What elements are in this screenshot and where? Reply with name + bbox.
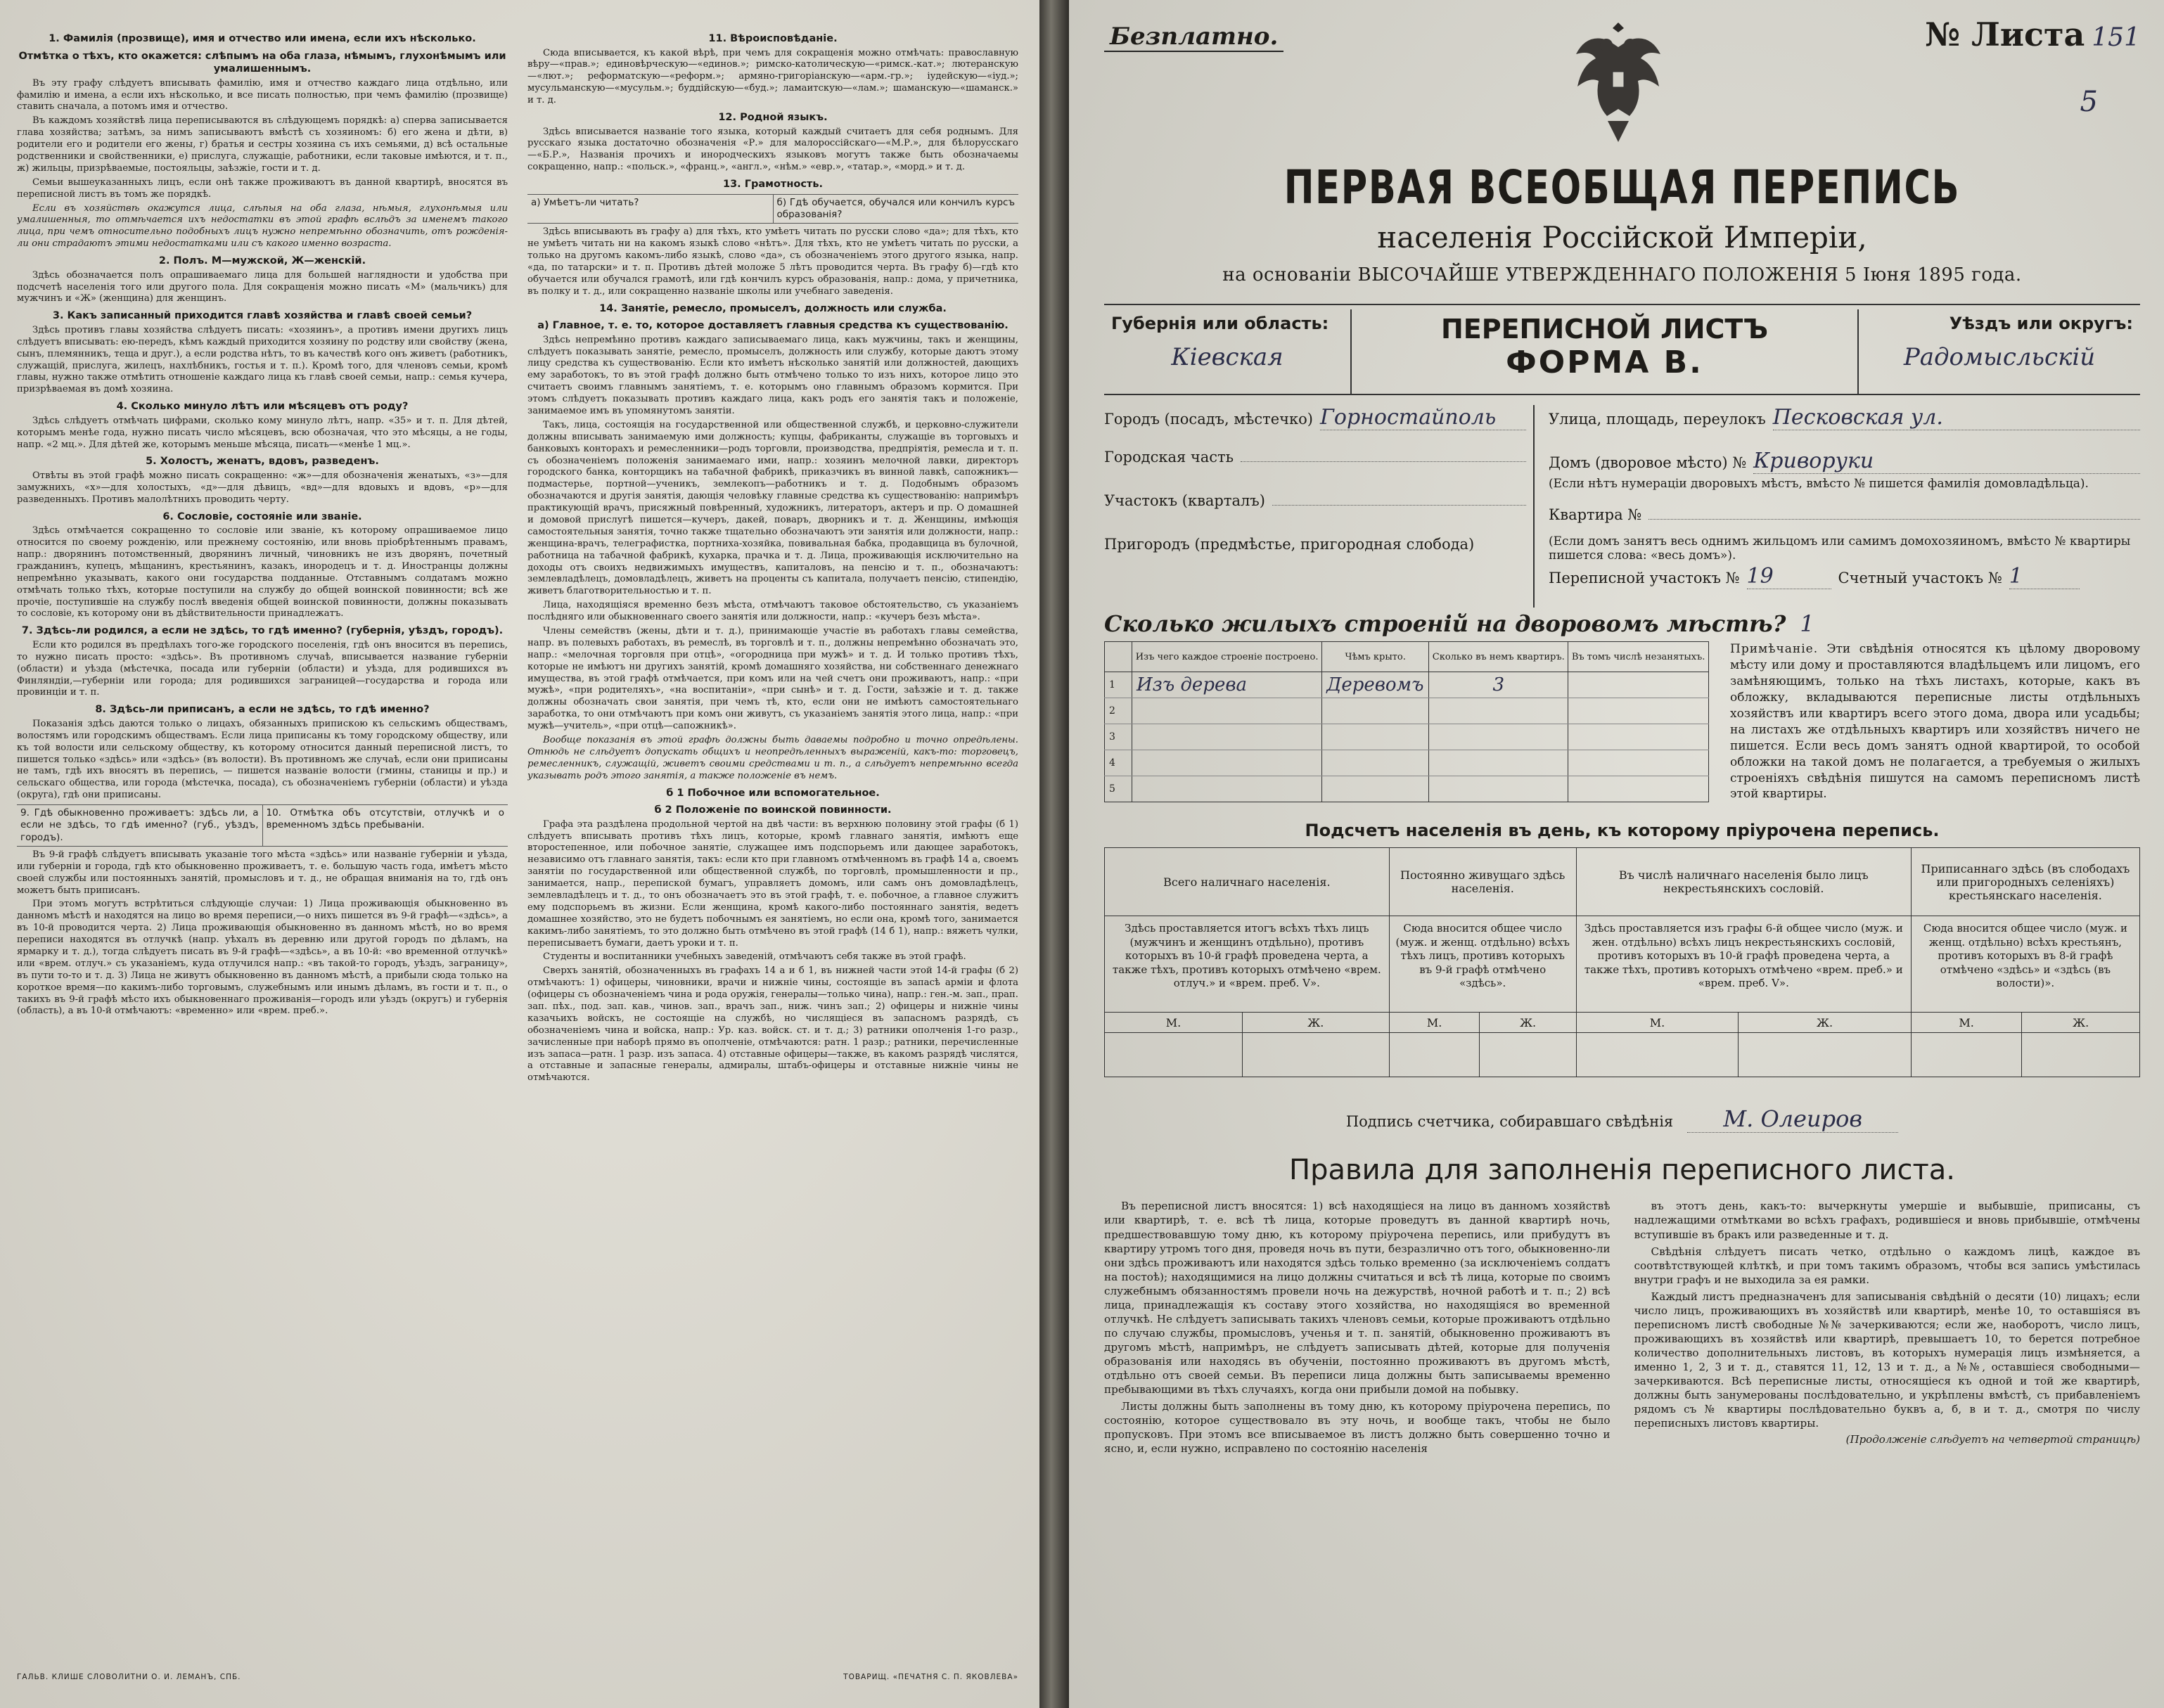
province-label: Губернія или область: (1111, 314, 1329, 333)
count-cell[interactable] (1911, 1033, 2021, 1077)
column-header: Постоянно живущаго здѣсь населенія. (1389, 848, 1576, 916)
empty-cell[interactable] (1568, 724, 1709, 750)
table-row (1105, 750, 1709, 776)
paragraph: Такъ, лица, состоящія на государственной или общественной службѣ, и церковно-служители должны вписывать занимаемую ими должность; купцы, фабриканты, служащіе въ торговыхъ и банковыхъ конторахъ и ремесленники—родъ торговли, производства, предпріятія, ремесла и т. п. съ обозначеніемъ положенія занимаемаго ими, напр.: хозяинъ мелочной лавки, директоръ городского банка, конторщикъ на табачной фабрикѣ, приказчикъ въ винной лавкѣ, сапожникъ—подмастерье, портной—ученикъ, землекопъ—работникъ и т. д. Подобнымъ образомъ обозначаются и другія занятія, дающія человѣку главные средства къ существованію: напримѣръ практикующій врачъ, присяжный повѣренный, художникъ, литераторъ, актеръ и пр. О домашней и домовой прислугѣ пишется—кучеръ, дакей, поваръ, дворникъ и т. д. Женщины, имѣющія самостоятельныя занятія, точно также тщательно обозначаютъ эти занятія или должности, напр.: женщина-врачъ, телеграфистка, портниха-хозяйка, повивальная бабка, продавщица въ булочной, работница на табачной фабрикѣ, кухарка, прачка и т. д. Лица, проживающія исключительно на доходы отъ своихъ недвижимыхъ имуществъ, капиталовъ, на пенсію и т. п., обозначаютъ: землевладѣлецъ, домовладѣлецъ, живетъ на проценты съ капитала, получаетъ пенсію, стипендію, живетъ благотворительностью и т. п. (527, 419, 1018, 597)
population-count-title: Подсчетъ населенія въ день, къ которому пріурочена перепись. (1305, 821, 1940, 841)
count-cell[interactable] (1105, 1033, 1243, 1077)
table-row (1105, 916, 2140, 1013)
street-value[interactable]: Песковская ул. (1773, 405, 2140, 430)
paragraph: Здѣсь противъ главы хозяйства слѣдуетъ писать: «хозяинъ», а противъ имени другихъ лицъ слѣдуетъ вписывать: ею-передъ, кѣмъ каждый приходится хозяину по родству или свойству (жена, сынъ, племянникъ, теща и друг.), а если родства нѣтъ, то въ качествѣ кого онъ живетъ (работникъ, служащій, прислуга, жилецъ, нахлѣбникъ, гостья и т. п.). Кромѣ того, для членовъ семьи, кромѣ главы, нужно также отмѣтить отношеніе каждаго лица къ главѣ своей семьи, напр.: семья кучера, призрѣваемая въ домѣ хозяина. (17, 324, 508, 395)
row-number: 3 (1105, 724, 1132, 750)
paragraph: Семьи вышеуказанныхъ лицъ, если онѣ также проживаютъ въ данной квартирѣ, вносятся въ переписной листъ въ томъ же порядкѣ. (17, 176, 508, 200)
section-heading: 8. Здѣсь-ли приписанъ, а если не здѣсь, то гдѣ именно? (95, 704, 430, 716)
section-heading: 4. Сколько минуло лѣтъ или мѣсяцевъ отъ роду? (116, 401, 409, 413)
paragraph: Отвѣты въ этой графѣ можно писать сокращенно: «ж»—для обозначенія женатыхъ, «з»—для замужнихъ, «х»—для холостыхъ, «д»—для дѣвицъ, «вд»—для вдовыхъ и вдовъ, «р»—для разведенныхъ. Противъ малолѣтнихъ проводить черту. (17, 470, 508, 505)
column-description: Сюда вносится общее число (муж. и женщ. отдѣльно) всѣхъ крестьянъ, противъ которыхъ въ 8-й графѣ отмѣчено «здѣсь» и «здѣсь (въ волости)». (1911, 916, 2139, 1013)
section-heading: 6. Сословіе, состояніе или званіе. (162, 511, 362, 522)
column-header: Изъ чего каждое строеніе построено. (1132, 642, 1322, 672)
table-header-row (1105, 848, 2140, 916)
section-heading: а) Главное, т. е. то, которое доставляетъ главныя средства къ существованію. (537, 320, 1009, 332)
section-heading: б 2 Положеніе по воинской повинности. (654, 804, 892, 816)
section-heading: 12. Родной языкъ. (718, 112, 828, 123)
paragraph: Здѣсь обозначается полъ опрашиваемаго лица для большей наглядности и удобства при подсчетѣ населенія того или другого пола. Для сокращенія можно писать «М» (мальчикъ) для мужчинъ и «Ж» (женщина) для женщинъ. (17, 269, 508, 304)
census-form-page (1069, 0, 2164, 1708)
buildings-label: Сколько жилыхъ строеній на дворовомъ мѣстѣ? (1104, 610, 1786, 637)
district-value[interactable]: Радомысльскій (1903, 343, 2096, 371)
material-cell[interactable] (1132, 724, 1322, 750)
paragraph: Если въ хозяйствѣ окажутся лица, слѣпыя на оба глаза, нѣмыя, глухонѣмыя или умалишенныя, то отмѣчается ихъ недостатки въ этой графѣ вслѣдъ за именемъ такого лица, при чемъ относительно подобныхъ лицъ нужно непремѣнно обозначить, отъ рожденія-ли они страдаютъ этими недостатками или съ какого именно возраста. (17, 203, 508, 250)
roof-cell[interactable] (1322, 724, 1429, 750)
rules-column-1 (1104, 1199, 1611, 1458)
plot-value[interactable] (1272, 505, 1526, 506)
section-heading: 14. Занятіе, ремесло, промыселъ, должность или служба. (599, 302, 947, 314)
column-header: Чѣмъ крыто. (1322, 642, 1429, 672)
roof-cell[interactable] (1322, 776, 1429, 802)
roof-cell[interactable] (1322, 698, 1429, 724)
note-label: Примѣчаніе. (1730, 642, 1819, 656)
table-row (1105, 724, 1709, 750)
paragraph: Вообще показанія въ этой графѣ должны быть даваемы подробно и точно опредѣлены. Отнюдь не слѣдуетъ допускать общихъ и неопредѣленныхъ выраженій, какъ-то: торговецъ, ремесленникъ, служащій, живетъ своими средствами и т. п., а слѣдуетъ непремѣнно всегда указывать родъ этого занятія, а также положеніе въ немъ. (527, 735, 1018, 781)
apartment-note: (Если домъ занятъ весь однимъ жильцомъ или самимъ домохозяиномъ, вмѣсто № квартиры пишется слова: «весь домъ»). (1549, 534, 2131, 563)
section-heading: 1. Фамилія (прозвище), имя и отчество или имена, если ихъ нѣсколько. (49, 33, 476, 44)
paragraph: Здѣсь отмѣчается сокращенно то сословіе или званіе, къ которому опрашиваемое лицо относится по своему рожденію, или прежнему состоянію, или вновь пріобрѣтеннымъ правамъ, напр.: дворянинъ потомственный, дворянинъ личный, чиновникъ не изъ дворянъ, почетный гражданинъ, купецъ, мѣщанинъ, крестьянинъ, казакъ, инородецъ и т. д. Иностранцы должны непремѣнно указывать, какого они государства подданные. Отставнымъ солдатамъ можно отмѣчать только тѣхъ, которые поступили на службу до общей воинской повинности; всѣ же прочіе, поступившіе на службу послѣ введенія общей воинской повинности, должны показывать то сословіе, къ которому они въ дѣйствительности принадлежатъ. (17, 525, 508, 619)
count-cell[interactable] (2022, 1033, 2140, 1077)
material-cell[interactable] (1132, 776, 1322, 802)
empty-cell[interactable] (1568, 750, 1709, 776)
apartment-value[interactable] (1648, 519, 2140, 520)
signature-label: Подпись счетчика, собиравшаго свѣдѣнія (1345, 1113, 1674, 1131)
address-block (1104, 405, 2140, 608)
buildings-note (1730, 641, 2140, 802)
section-heading: 7. Здѣсь-ли родился, а если не здѣсь, то гдѣ именно? (губернія, уѣздъ, городъ). (21, 625, 504, 637)
question-a: а) Умѣетъ-ли читать? (531, 196, 639, 208)
house-value[interactable]: Криворуки (1753, 449, 2140, 474)
page-title: ПЕРВАЯ ВСЕОБЩАЯ ПЕРЕПИСЬ (1283, 160, 1961, 214)
form-name: ПЕРЕПИСНОЙ ЛИСТЪ (1440, 314, 1769, 345)
roof-cell[interactable]: Деревомъ (1322, 672, 1429, 698)
city-part-line (1104, 449, 1526, 492)
suburb-line (1104, 536, 1526, 579)
column-header: Въ числѣ наличнаго населенія было лицъ некрестьянскихъ сословій. (1576, 848, 1911, 916)
paragraph: въ этотъ день, какъ-то: вычеркнуты умершіе и выбывшіе, приписаны, съ надлежащими отмѣтками во всѣхъ графахъ, родившіеся и вновь прибывшіе, отмѣчены вступившіе въ бракъ или разведенные и т. д. (1634, 1200, 2140, 1241)
rules-text (1104, 1199, 2140, 1458)
paragraph: Здѣсь слѣдуетъ отмѣчать цифрами, сколько кому минуло лѣтъ, напр. «35» и т. п. Для дѣтей, которымъ менѣе года, нужно писать число мѣсяцевъ, всю обозначая, что это мѣсяцы, а не годы, напр. «2 мц.». Для дѣтей же, которымъ меньше мѣсяца, писать—«менѣе 1 мц.». (17, 415, 508, 450)
district-numbers-line (1549, 564, 2140, 608)
suburb-label: Пригородъ (предмѣстье, пригородная слобода) (1104, 536, 1475, 553)
column-description: Здѣсь проставляется итогъ всѣхъ тѣхъ лицъ (мужчинъ и женщинъ отдѣльно), противъ которыхъ въ 10-й графѣ проведена черта, а также тѣхъ, противъ которыхъ отмѣчено «врем. отлуч.» и «врем. преб. V». (1105, 916, 1390, 1013)
question-b: б) Гдѣ обучается, обучался или кончилъ курсъ образованія? (773, 195, 1019, 224)
column-description: Здѣсь проставляется изъ графы 6-й общее число (муж. и жен. отдѣльно) всѣхъ лицъ некрестьянскихъ сословій, противъ которыхъ въ 10-й графѣ проведена черта, а также тѣхъ, противъ которыхъ отмѣчено «врем. преб.» и «врем. преб. V». (1576, 916, 1911, 1013)
section-heading: 3. Какъ записанный приходится главѣ хозяйства и главѣ своей семьи? (52, 310, 473, 322)
sheet-number-value: 151 (2092, 23, 2140, 52)
town-label: Городъ (посадъ, мѣстечко) (1104, 411, 1314, 428)
table-row (1105, 672, 1709, 698)
row-number: 5 (1105, 776, 1132, 802)
apartments-cell[interactable] (1429, 698, 1568, 724)
paragraph: Члены семействъ (жены, дѣти и т. д.), принимающіе участіе въ работахъ главы семейства, напр. въ полевыхъ работахъ, въ ремеслѣ, въ торговлѣ и т. п., должны непремѣнно обозначать это, напр.: «мелочная торговля при отцѣ», «огородница при мужѣ» и т. д. И только противъ тѣхъ, которые не имѣютъ ни другихъ занятій, кромѣ домашняго хозяйства, ни собственнаго денежнаго имущества, въ этой графѣ отмѣчается, при комъ или на чей счетъ они проживаютъ, напр.: «при мужѣ», «при родителяхъ», «на воспитаніи», «при сынѣ» и т. д. Гости, заѣзжіе и т. д. также должны обозначать свои занятія, при чемъ тѣ, кто, если они не имѣютъ самостоятельнаго заработка, то они отмѣчаютъ при комъ они живутъ, съ указаніемъ занятія этого лица, напр.: «при мужѣ—учитель», «при отцѣ—сапожникѣ». (527, 626, 1018, 732)
apartment-label: Квартира № (1549, 506, 1642, 523)
female-label: Ж. (1242, 1013, 1389, 1033)
table-row (1105, 1033, 2140, 1077)
district-cell (1859, 309, 2140, 394)
plot-line (1104, 492, 1526, 536)
imprint-left: ГАЛЬВ. КЛИШЕ СЛОВОЛИТНИ О. И. ЛЕМАНЪ, СПБ. (17, 1673, 241, 1681)
apartments-cell[interactable] (1429, 750, 1568, 776)
table-header-row (1105, 642, 1709, 672)
note-text: Эти свѣдѣнія относятся къ цѣлому дворовому мѣсту или дому и проставляются владѣльцемъ или лицомъ, его замѣняющимъ, только на тѣхъ листахъ, которые, какъ въ обложку, вкладываются переписные листы отдѣльныхъ хозяйствъ или квартиръ всего этого дома, двора или усадьбы; на листахъ же отдѣльныхъ квартиръ или хозяйствъ ничего не пишется. Если весь домъ занятъ одной квартирой, то особой обложки на такой домъ не полагается, а требуемыя о жилыхъ строеніяхъ свѣдѣнія пишутся на самомъ переписномъ листѣ этой квартиры. (1730, 642, 2141, 802)
paragraph: Въ переписной листъ вносятся: 1) всѣ находящіеся на лицо въ данномъ хозяйствѣ или квартирѣ, т. е. всѣ тѣ лица, которые проведутъ въ данной квартирѣ ночь, предшествовавшую тому дню, къ которому пріурочена перепись, или прибудутъ въ квартиру утромъ того дня, проведя ночь въ пути, безразлично отъ того, обыкновенно-ли они здѣсь проживаютъ или находятся здѣсь только временно (за исключеніемъ солдатъ на постоѣ); находящимися на лицо должны считаться и всѣ тѣ лица, которые по своимъ служебнымъ обязанностямъ провели ночь на дежурствѣ, ночной работѣ и т. п.; 2) всѣ лица, принадлежащія къ составу этого хозяйства, но находящіяся во временной отлучкѣ. Не слѣдуетъ записывать такихъ членовъ семьи, которые проживаютъ отдѣльно по случаю службы, промысловъ, ученья и т. п. занятій, обыкновенно проживаютъ въ другомъ мѣстѣ, напримѣръ, не слѣдуетъ записывать дѣтей, которые для полученія образованія или находясь въ обученіи, постоянно проживаютъ въ другомъ мѣстѣ, отдѣльно отъ своей семьи. Въ переписи лица должны быть записываемы временно пребывающими въ тѣхъ случаяхъ, когда они прибыли домой на побывку. (1104, 1200, 1611, 1396)
table-row (1105, 1013, 2140, 1033)
rules-title: Правила для заполненія переписного листа. (1289, 1154, 1955, 1187)
paragraph: Свѣдѣнія слѣдуетъ писать четко, отдѣльно о каждомъ лицѣ, каждое въ соотвѣтствующей клѣткѣ, и при томъ такимъ образомъ, чтобы вся запись умѣстилась внутри графъ и не выходила за ея рамки. (1634, 1245, 2140, 1286)
legal-basis: на основаніи ВЫСОЧАЙШЕ УТВЕРЖДЕННАГО ПОЛОЖЕНІЯ 5 Іюня 1895 года. (1222, 264, 2022, 285)
street-line (1549, 405, 2140, 449)
district-label: Уѣздъ или округъ: (1949, 314, 2133, 333)
female-label: Ж. (2022, 1013, 2140, 1033)
city-part-value[interactable] (1241, 461, 1526, 462)
count-cell[interactable] (1480, 1033, 1576, 1077)
signature-line (1104, 1105, 2140, 1133)
section-heading: б 1 Побочное или вспомогательное. (666, 787, 880, 799)
empty-cell[interactable] (1568, 672, 1709, 698)
buildings-section (1104, 641, 2140, 802)
count-cell[interactable] (1242, 1033, 1389, 1077)
apartments-cell[interactable]: 3 (1429, 672, 1568, 698)
female-label: Ж. (1739, 1013, 1912, 1033)
paragraph: Студенты и воспитанники учебныхъ заведеній, отмѣчаютъ себя также въ этой графѣ. (543, 951, 966, 963)
female-label: Ж. (1480, 1013, 1576, 1033)
instructions-column-1 (17, 28, 508, 1645)
table-row (1105, 776, 1709, 802)
count-cell[interactable] (1739, 1033, 1912, 1077)
buildings-question (1104, 610, 2140, 637)
paragraph: Здѣсь вписывають въ графу а) для тѣхъ, кто умѣетъ читать по русски слово «да»; для тѣхъ, кто не умѣетъ читать ни на какомъ языкѣ слово «нѣтъ». Для тѣхъ, кто не умѣетъ читать по русски, а только на другомъ какомъ-либо языкѣ, слово «да», съ обозначеніемъ этого другого языка, напр. «да, по татарски» и т. п. Противъ дѣтей моложе 5 лѣтъ проводится черта. Въ графу б)—гдѣ кто обучается или обучался грамотѣ, или гдѣ кончилъ курсъ образованія, напр.: дома, у причетника, въ полку и т. д., или сокращенно названіе школы или учебнаго заведенія. (527, 226, 1018, 297)
paragraph: Здѣсь непремѣнно противъ каждаго записываемаго лица, какъ мужчины, такъ и женщины, слѣдуетъ показывать занятіе, ремесло, промыселъ, должность или службу, которые даютъ этому лицу средства къ существованію. Если кто имѣетъ нѣсколько занятій или должностей, дающихъ ему заработокъ, то въ этой графѣ должно быть отмѣчено только то изъ нихъ, которое лицо это считаетъ своимъ главнымъ занятіемъ, т. е. которымъ оно главнымъ образомъ кормится. При этомъ слѣдуетъ показывать противъ каждаго лица, какъ родъ его занятія такъ и положеніе, занимаемое имъ въ упомянутомъ занятіи. (527, 334, 1018, 416)
count-cell[interactable] (1389, 1033, 1480, 1077)
form-header-box (1104, 309, 2140, 395)
column-header: Приписаннаго здѣсь (въ слободахъ или пригородныхъ селеніяхъ) крестьянскаго населенія. (1911, 848, 2139, 916)
column-header (1105, 642, 1132, 672)
section-heading: Отмѣтка о тѣхъ, кто окажется: слѣпымъ на оба глаза, нѣмымъ, глухонѣмымъ или умалишеннымъ. (18, 50, 506, 75)
table-row (1105, 698, 1709, 724)
paragraph: Въ 9-й графѣ слѣдуетъ вписывать указаніе того мѣста «здѣсь» или названіе губерніи и уѣзда, или губерніи и города, гдѣ кто обыкновенно проживаетъ, т. е. большую часть года, имѣетъ мѣсто своей службы или постоянныхъ занятій, промысловъ и т. д., не обращая вниманія на то, гдѣ онъ можетъ быть приписанъ. (17, 849, 508, 896)
buildings-table (1104, 641, 1709, 802)
city-part-label: Городская часть (1104, 449, 1234, 465)
town-value[interactable]: Горностайполь (1320, 405, 1526, 430)
street-label: Улица, площадь, переулокъ (1549, 411, 1766, 428)
apartments-cell[interactable] (1429, 724, 1568, 750)
column-description: Сюда вносится общее число (муж. и женщ. отдѣльно) всѣхъ тѣхъ лицъ, противъ которыхъ въ 9-й графѣ отмѣчено «здѣсь». (1389, 916, 1576, 1013)
paragraph: Показанія здѣсь даются только о лицахъ, обязанныхъ припискою къ сельскимъ обществамъ, волостямъ или городскимъ обществамъ. Если лица приписаны къ тому городскому обществу, или къ той волости или сельскому обществу, къ которому относится данный переписной листъ, то пишется только «здѣсь» или «здѣсь» (въ волости). Въ противномъ же случаѣ, если они приписаны не тамъ, гдѣ ихъ вносятъ въ перепись, — пишется названіе волости (гмины, станицы и пр.) и сельскаго общества, или города (мѣстечка, посада), съ обозначеніемъ губерніи (области) и уѣзда (округа), гдѣ они приписаны. (17, 718, 508, 801)
material-cell[interactable]: Изъ дерева (1132, 672, 1322, 698)
paragraph: Въ каждомъ хозяйствѣ лица переписываются въ слѣдующемъ порядкѣ: а) сперва записывается глава хозяйства; затѣмъ, за нимъ записываютъ вмѣстѣ съ хозяиномъ: б) его жена и дѣти, в) родители его и родители его жены, г) братья и сестры хозяина съ ихъ семьями, д) всѣ остальные родственники и свойственники, е) прислуга, служащіе, работники, если таковые имѣются, и т. п., ж) жильцы, призрѣваемые, постояльцы, заѣзжіе, гости и т. д. (17, 115, 508, 174)
plot-label: Участокъ (кварталъ) (1104, 492, 1265, 509)
section-heading: 10. Отмѣтка объ отсутствіи, отлучкѣ и о временномъ здѣсь пребываніи. (262, 805, 508, 846)
split-heading (527, 194, 1018, 224)
apartments-cell[interactable] (1429, 776, 1568, 802)
paragraph: Если кто родился въ предѣлахъ того-же городского поселенія, гдѣ онъ вносится въ перепись, то нужно писать просто: «здѣсь». Въ противномъ случаѣ, вписывается название губерніи (области) и уѣзда (мѣстечка, посада или губерніи (области) и уѣзда, для родившихся въ Финляндіи,—губерніи или города; для родившихся заграницей—государства и города или провинціи и т. п. (17, 639, 508, 698)
instructions-column-2 (527, 28, 1018, 1645)
column-header: Всего наличнаго населенія. (1105, 848, 1390, 916)
form-letter: ФОРМА В. (1506, 345, 1703, 380)
paragraph: Листы должны быть заполнены въ тому дню, къ которому пріурочена перепись, по состоянію, которое существовало въ эту ночь, и вообще такъ, чтобы не было пропусковъ. При этомъ все вписываемое въ листъ должно быть совершенно точно и ясно, и, если нужно, исправлено по состоянію населенія (1104, 1400, 1611, 1456)
paragraph: Каждый листъ предназначенъ для записыванія свѣдѣній о десяти (10) лицахъ; если число лицъ, проживающихъ въ хозяйствѣ или квартирѣ, менѣе 10, то оставшіяся въ переписномъ листѣ свободные №№ зачеркиваются; если же, наоборотъ, число лицъ, проживающихъ въ хозяйствѣ или квартирѣ, превышаетъ 10, то берется потребное количество дополнительныхъ листовъ, въ которыхъ нумерація лицъ измѣняется, а именно 1, 2, 3 и т. д., ставятся 11, 12, 13 и т. д., а №№, оставшіеся свободными—зачеркиваются. Всѣ переписные листы, относящіеся къ одной и той же квартирѣ, должны быть занумерованы послѣдовательно, и укрѣплены вмѣстѣ, съ прибавленіемъ рядомъ съ № квартиры послѣдовательно буквъ а, б, в и т. д., смотря по числу переписныхъ листовъ квартиры. (1634, 1290, 2140, 1430)
section-heading: 11. Вѣроисповѣданіе. (708, 33, 838, 44)
paragraph: Лица, находящіяся временно безъ мѣста, отмѣчаютъ таковое обстоятельство, съ указаніемъ послѣдняго или обыкновеннаго своего занятія или должности, напр.: «кучеръ безъ мѣста». (527, 600, 1018, 623)
row-number: 1 (1105, 672, 1132, 698)
male-label: М. (1911, 1013, 2021, 1033)
divider (1104, 304, 2140, 305)
paragraph: При этомъ могутъ встрѣтиться слѣдующіе случаи: 1) Лица проживающія обыкновенно въ данномъ мѣстѣ и находятся на лицо во время переписи,—о нихъ пишется въ 9-й графѣ—«здѣсь», а въ 10-й проводится черта. 2) Лица проживающія обыкновенно въ данномъ мѣстѣ, но во время переписи находятся въ отлучкѣ (напр. уѣхалъ въ деревню или другой городъ по дѣламъ, на ярмарку и т. д.), тогда слѣдуетъ писать въ 9-й графѣ—«здѣсь», а въ 10-й: «во временной отлучкѣ» или «врем. отлуч.» съ указаніемъ, куда отлучился напр.: «въ такой-то городъ, уѣздъ, заграницу», въ пути то-то и т. д. 3) Лица не живутъ обыкновенно въ данномъ мѣстѣ, а прибыли сюда только на короткое время—по какимъ-либо торговымъ, служебнымъ или инымъ дѣламъ, въ гости и т. п., о такихъ въ 9-й графѣ мѣсто ихъ обыкновеннаго проживанія—городъ или уѣздъ (округъ) и губернія (область), а въ 10-й отмѣчаютъ: «временно» или «врем. преб.». (17, 899, 508, 1017)
paragraph: Въ эту графу слѣдуетъ вписывать фамилію, имя и отчество каждаго лица отдѣльно, или фамилію и имена, а если ихъ нѣсколько, и все писать полностью, при чемъ фамилію (прозвище) ставить сначала, а потомъ имя и отчество. (17, 77, 508, 113)
material-cell[interactable] (1132, 698, 1322, 724)
counting-district-label: Счетный участокъ № (1838, 570, 2002, 586)
house-note: (Если нѣтъ нумераціи дворовыхъ мѣстъ, вмѣсто № пишется фамилія домовладѣльца). (1549, 477, 2089, 491)
male-label: М. (1576, 1013, 1739, 1033)
counting-district-value[interactable]: 1 (2009, 564, 2080, 589)
sheet-number-label: № Листа (1925, 15, 2085, 53)
address-right (1535, 405, 2140, 608)
form-type-cell (1352, 309, 1859, 394)
book-gutter (1039, 0, 1069, 1708)
paragraph: Здѣсь вписывается названіе того языка, который каждый считаетъ для себя роднымъ. Для русскаго языка достаточно обозначенія «Р.» для малороссійскаго—«М.Р.», для бѣлорусскаго—«Б.Р.», Названія прочихъ и инородческихъ языковъ могутъ также быть обозначаемы сокращенно, напр.: «польск.», «франц.», «англ.», «нѣм.» «евр.», «татар.», «морд.» и т. д. (527, 126, 1018, 173)
double-headed-eagle-icon (1566, 15, 1671, 156)
empty-cell[interactable] (1568, 776, 1709, 802)
split-heading (17, 804, 508, 847)
imprint-right: ТОВАРИЩ. «ПЕЧАТНЯ С. П. ЯКОВЛЕВА» (843, 1673, 1018, 1681)
address-left (1104, 405, 1535, 608)
section-heading: 9. Гдѣ обыкновенно проживаетъ: здѣсь ли, а если не здѣсь, то гдѣ именно? (губ., уѣздъ, городъ). (20, 807, 259, 843)
male-label: М. (1105, 1013, 1243, 1033)
population-count-table (1104, 847, 2140, 1077)
empty-cell[interactable] (1568, 698, 1709, 724)
buildings-value[interactable]: 1 (1800, 610, 1814, 637)
male-label: М. (1389, 1013, 1480, 1033)
section-heading: 13. Грамотность. (722, 179, 823, 191)
province-value[interactable]: Кіевская (1171, 343, 1283, 371)
province-cell (1104, 309, 1352, 394)
roof-cell[interactable] (1322, 750, 1429, 776)
rules-column-2 (1634, 1199, 2141, 1458)
paragraph: Графа эта раздѣлена продольной чертой на двѣ части: въ верхнюю половину этой графы (б 1) слѣдуетъ вписывать противъ тѣхъ лицъ, которые, кромѣ главнаго занятія, имѣютъ еще второстепенное, или побочное занятіе, служащее имъ подспорьемъ или дающее заработокъ, независимо отъ главнаго занятія, такъ: если кто при главномъ отмѣченномъ въ графѣ 14 а, своемъ занятіи по государственной или общественной службѣ, по торговлѣ, промышленности и пр., занимается, напр., перепиской бумагъ, управляетъ домомъ, или самъ онъ домовладѣлецъ, землевладѣлецъ и т. д., то онъ обозначаетъ это въ этой графѣ, т. е. побочное, а главное служитъ ему подспорьемъ въ жизни. Если женщина, кромѣ какого-либо постояннаго занятія, ведетъ домашнее хозяйство, это не будетъ побочнымъ ея занятіемъ, но если она, кромѣ того, занимается какимъ-либо занятіемъ, то это должно быть отмѣчено въ этой графѣ (14 б 1), напр.: вяжетъ чулки, переписываетъ бумаги, даетъ уроки и т. п. (527, 818, 1018, 949)
page-subtitle: населенія Россійской Имперіи, (1377, 220, 1867, 255)
row-number: 2 (1105, 698, 1132, 724)
column-header: Въ томъ числѣ незанятыхъ. (1568, 642, 1709, 672)
sheet-sub-value: 5 (2080, 86, 2098, 118)
row-number: 4 (1105, 750, 1132, 776)
paragraph: Сюда вписывается, къ какой вѣрѣ, при чемъ для сокращенія можно отмѣчать: православную вѣру—«прав.»; единовѣрческую—«единов.»; римско-католическую—«римск.-кат.»; лютеранскую—«лют.»; реформатскую—«реформ.»; армяно-григоріанскую—«арм.-гр.»; іудейскую—«іуд.»; мусульманскую—«мусульм.»; буддійскую—«буд.»; ламаитскую—«лам.»; шаманскую—«шаманск.» и т. д. (527, 47, 1018, 106)
paragraph: Сверхъ занятій, обозначенныхъ въ графахъ 14 а и б 1, въ нижней части этой 14-й графы (б 2) отмѣчаютъ: 1) офицеры, чиновники, врачи и нижніе чины, состоящіе въ запасѣ арміи и флота (офицеры съ обозначеніемъ чина и рода оружія, генералы—только чина), напр.: ген.-м. зап., прап. зап. пѣх., под. зап. кав., чинов. зап., врачъ зап., ниж. чинъ зап.; 2) офицеры и нижніе чины казачьихъ войскъ, не состоящіе на службѣ, но числящіеся въ запасномъ разрядѣ, съ обозначеніемъ чина и войска, напр.: Ур. каз. войск. ст. и т. д.; 3) ратники ополченія 1-го разр., зачисленные при наборѣ прямо въ ополченіе, отмѣчаются: ратн. 1 разр.; ратники, перечисленные изъ запаса—ратн. 1 разр. изъ запаса. 4) отставные офицеры—также, въ какомъ разрядѣ числятся, а отставные и запасные генералы, адмиралы, штабъ-офицеры и отставные нижніе чины не отмѣчаются. (527, 965, 1018, 1084)
imprint (17, 1673, 1018, 1681)
instructions-page (0, 0, 1039, 1708)
material-cell[interactable] (1132, 750, 1322, 776)
continued-note: (Продолженіе слѣдуетъ на четвертой страницѣ) (1845, 1433, 2140, 1446)
house-label: Домъ (дворовое мѣсто) № (1549, 454, 1747, 471)
section-heading: 2. Полъ. М—мужской, Ж—женскій. (158, 255, 366, 267)
sheet-number (1925, 15, 2140, 53)
free-label: Безплатно. (1104, 23, 1283, 52)
census-district-value[interactable]: 19 (1747, 564, 1831, 589)
section-heading: 5. Холостъ, женатъ, вдовъ, разведенъ. (146, 456, 379, 468)
column-header: Сколько въ немъ квартиръ. (1429, 642, 1568, 672)
town-line (1104, 405, 1526, 449)
count-cell[interactable] (1576, 1033, 1739, 1077)
census-district-label: Переписной участокъ № (1549, 570, 1740, 586)
signature-value[interactable]: М. Олеиров (1687, 1105, 1898, 1133)
